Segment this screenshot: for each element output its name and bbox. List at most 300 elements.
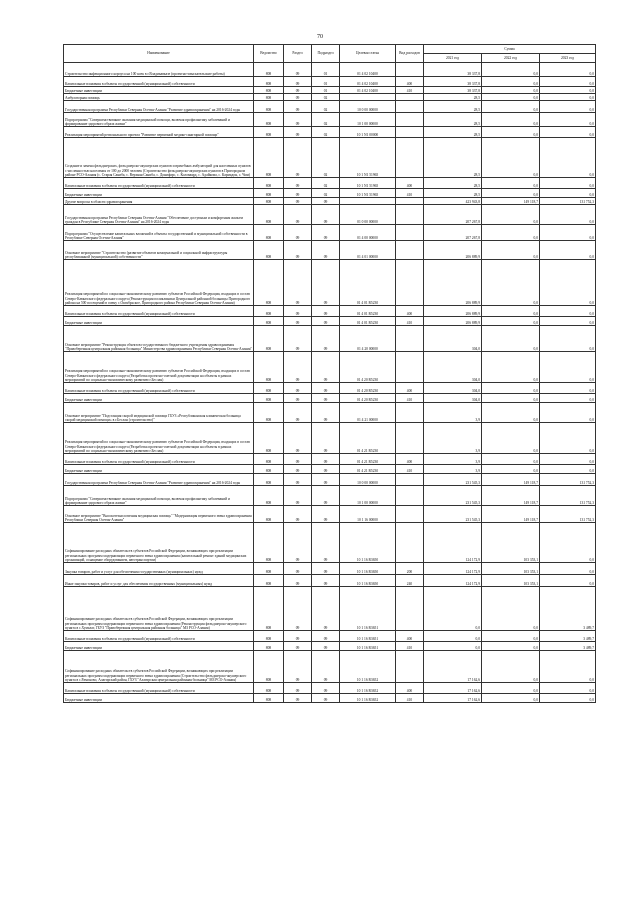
- cell-vedomstvo: 808: [254, 403, 284, 423]
- cell-expense-type: 400: [396, 454, 424, 465]
- cell-name: Капитальные вложения в объекты государственной (муниципальной) собственности: [64, 306, 254, 317]
- cell-sum-2022: 0,0: [482, 63, 540, 77]
- cell-razdel: 09: [284, 94, 312, 101]
- cell-podrazdel: 09: [312, 474, 340, 486]
- cell-expense-type: 410: [396, 465, 424, 474]
- table-row: [64, 241, 596, 260]
- table-row: [64, 383, 596, 394]
- cell-sum-2023: 0,0: [540, 694, 596, 703]
- cell-name: Капитальные вложения в объекты государственной (муниципальной) собственности: [64, 454, 254, 465]
- table-row: [64, 352, 596, 383]
- cell-razdel: 09: [284, 394, 312, 403]
- cell-sum-2023: 0,0: [540, 241, 596, 260]
- table-row: [64, 563, 596, 575]
- budget-table-container: [63, 44, 595, 703]
- cell-podrazdel: 09: [312, 506, 340, 523]
- cell-target-article: 01 4 02 10400: [340, 77, 396, 87]
- cell-expense-type: 200: [396, 563, 424, 575]
- cell-sum-2021: 3,9: [424, 403, 482, 423]
- header-expense-type: Вид расходов: [396, 45, 424, 63]
- cell-razdel: 09: [284, 642, 312, 651]
- cell-sum-2021: 231 545,3: [424, 474, 482, 486]
- table-row: [64, 523, 596, 563]
- cell-sum-2021: 28,5: [424, 127, 482, 138]
- cell-podrazdel: 02: [312, 178, 340, 189]
- cell-vedomstvo: 808: [254, 454, 284, 465]
- cell-expense-type: [396, 352, 424, 383]
- cell-expense-type: [396, 241, 424, 260]
- cell-sum-2023: 0,0: [540, 260, 596, 306]
- cell-sum-2023: 0,0: [540, 352, 596, 383]
- cell-razdel: 09: [284, 189, 312, 198]
- cell-sum-2021: 28,5: [424, 138, 482, 178]
- cell-sum-2022: 0,0: [482, 651, 540, 683]
- table-row: [64, 474, 596, 486]
- table-row: [64, 506, 596, 523]
- cell-vedomstvo: 808: [254, 683, 284, 694]
- cell-sum-2023: 131 752,3: [540, 198, 596, 205]
- cell-razdel: 09: [284, 317, 312, 326]
- cell-podrazdel: 09: [312, 225, 340, 241]
- cell-name: Капитальные вложения в объекты государственной (муниципальной) собственности: [64, 683, 254, 694]
- cell-sum-2021: 28,5: [424, 101, 482, 113]
- cell-name: Подпрограмма "Совершенствование оказания медицинской помощи, включая профилактику заболеваний и формирование здорового образа жизни": [64, 486, 254, 506]
- cell-sum-2022: 103 353,1: [482, 523, 540, 563]
- cell-name: Основное мероприятие "Строительство (развитие объектов коммунальной и социальной инфраструктуры республиканной (муниципальной) собственности": [64, 241, 254, 260]
- cell-target-article: 10 1 00 00000: [340, 113, 396, 127]
- cell-sum-2021: 423 943,8: [424, 198, 482, 205]
- table-row: [64, 465, 596, 474]
- cell-vedomstvo: 808: [254, 63, 284, 77]
- cell-name: Реализация мероприятий по социально-экономическому развитию субъектов Российской Федерации, входящих в состав Северо-Кавказского федерального округа (Реконструкция поликлиники Центральной районной больницы Пригородного района на 500 посещений в смену с.Октябрьское, Пригородного района Республики Северная Осетия-Алания): [64, 260, 254, 306]
- cell-podrazdel: 09: [312, 575, 340, 587]
- cell-name: Основное мероприятие "Подстанция скорой медицинской помощи ГБУЗ «Республиканская клиническая больница скорой медицинской помощи» в г.Беслан (строительство)": [64, 403, 254, 423]
- table-row: [64, 113, 596, 127]
- cell-sum-2021: 206 889,9: [424, 260, 482, 306]
- table-row: [64, 138, 596, 178]
- cell-target-article: 01 4 20 00000: [340, 326, 396, 352]
- cell-target-article: 10 1 16 R3652: [340, 683, 396, 694]
- cell-sum-2023: 0,0: [540, 326, 596, 352]
- cell-vedomstvo: 808: [254, 563, 284, 575]
- cell-name: Бюджетные инвестиции: [64, 317, 254, 326]
- table-row: [64, 454, 596, 465]
- table-row: [64, 317, 596, 326]
- cell-expense-type: [396, 587, 424, 631]
- table-row: [64, 63, 596, 77]
- cell-sum-2022: 0,0: [482, 101, 540, 113]
- cell-podrazdel: 09: [312, 326, 340, 352]
- table-row: [64, 306, 596, 317]
- cell-sum-2023: 0,0: [540, 403, 596, 423]
- cell-expense-type: [396, 101, 424, 113]
- cell-sum-2022: 0,0: [482, 352, 540, 383]
- header-year-2021: 2021 год: [424, 54, 482, 63]
- cell-sum-2021: 207 267,8: [424, 205, 482, 225]
- table-row: [64, 225, 596, 241]
- cell-target-article: 01 4 20 R5230: [340, 394, 396, 403]
- cell-sum-2021: 124 172,9: [424, 563, 482, 575]
- cell-sum-2023: 0,0: [540, 465, 596, 474]
- cell-podrazdel: 09: [312, 642, 340, 651]
- cell-expense-type: 410: [396, 642, 424, 651]
- cell-name: Софинансирование расходных обязательств субъектов Российской Федерации, возникающих при реализации региональных программ модернизации первичного звена здравоохранения (Строительство фельдшерско-акушерского пункта в с.Рамоново, Алагирский район, ГБУЗ "Алагирская центральная районная больница" МЗ РСО-Алания): [64, 651, 254, 683]
- cell-vedomstvo: 808: [254, 631, 284, 642]
- cell-sum-2021: 231 545,3: [424, 486, 482, 506]
- cell-razdel: 09: [284, 383, 312, 394]
- cell-expense-type: [396, 423, 424, 454]
- cell-sum-2022: 0,0: [482, 178, 540, 189]
- cell-name: Закупка товаров, работ и услуг для обеспечения государственных (муниципальных) нужд: [64, 563, 254, 575]
- cell-target-article: [340, 94, 396, 101]
- header-sum: Сумма: [424, 45, 596, 54]
- cell-sum-2023: 0,0: [540, 225, 596, 241]
- cell-name: Бюджетные инвестиции: [64, 189, 254, 198]
- cell-podrazdel: 09: [312, 454, 340, 465]
- cell-vedomstvo: 808: [254, 260, 284, 306]
- cell-name: Государственная программа Республики Северная Осетия-Алания "Обеспечение доступным и комфортным жильем граждан в Республике Северная Осетия-Алания" на 2016-2024 годы: [64, 205, 254, 225]
- table-row: [64, 575, 596, 587]
- cell-razdel: 09: [284, 587, 312, 631]
- cell-razdel: 09: [284, 205, 312, 225]
- cell-target-article: 01 4 01 R5230: [340, 260, 396, 306]
- table-row: [64, 694, 596, 703]
- cell-sum-2022: 0,0: [482, 189, 540, 198]
- cell-target-article: 10 1 N1 51965: [340, 178, 396, 189]
- cell-name: Иные закупки товаров, работ и услуг для обеспечения государственных (муниципальных) нужд: [64, 575, 254, 587]
- table-row: [64, 403, 596, 423]
- cell-sum-2022: 0,0: [482, 225, 540, 241]
- header-row-top: [64, 45, 596, 54]
- cell-name: Бюджетные инвестиции: [64, 694, 254, 703]
- cell-sum-2022: 0,0: [482, 205, 540, 225]
- cell-name: Капитальные вложения в объекты государственной (муниципальной) собственности: [64, 631, 254, 642]
- header-year-2022: 2022 год: [482, 54, 540, 63]
- cell-sum-2022: 0,0: [482, 260, 540, 306]
- cell-razdel: 09: [284, 113, 312, 127]
- cell-expense-type: [396, 113, 424, 127]
- cell-name: Капитальные вложения в объекты государственной (муниципальной) собственности: [64, 178, 254, 189]
- table-row: [64, 651, 596, 683]
- cell-podrazdel: 09: [312, 651, 340, 683]
- cell-podrazdel: 09: [312, 563, 340, 575]
- cell-podrazdel: 01: [312, 87, 340, 94]
- cell-razdel: 09: [284, 683, 312, 694]
- cell-razdel: 09: [284, 198, 312, 205]
- cell-sum-2022: 103 353,1: [482, 563, 540, 575]
- cell-sum-2023: 0,0: [540, 383, 596, 394]
- cell-razdel: 09: [284, 260, 312, 306]
- cell-sum-2023: 0,0: [540, 306, 596, 317]
- cell-vedomstvo: 808: [254, 575, 284, 587]
- cell-sum-2022: 0,0: [482, 127, 540, 138]
- cell-sum-2022: 0,0: [482, 383, 540, 394]
- table-row: [64, 326, 596, 352]
- cell-target-article: 10 1 16 R3650: [340, 563, 396, 575]
- cell-name: Реализация мероприятий по социально-экономическому развитию субъектов Российской Федерации, входящих в состав Северо-Кавказского федерального округа (Разработка проектно-сметной документации на объекты в рамках мероприятий по социально-экономическому развитию г.Беслан): [64, 352, 254, 383]
- cell-vedomstvo: 808: [254, 486, 284, 506]
- cell-sum-2021: 3,9: [424, 465, 482, 474]
- cell-razdel: 09: [284, 101, 312, 113]
- table-row: [64, 178, 596, 189]
- cell-target-article: 01 0 00 00000: [340, 205, 396, 225]
- cell-expense-type: [396, 403, 424, 423]
- cell-sum-2022: 103 353,1: [482, 575, 540, 587]
- cell-podrazdel: 02: [312, 189, 340, 198]
- cell-sum-2022: 0,0: [482, 317, 540, 326]
- table-row: [64, 77, 596, 87]
- cell-expense-type: 240: [396, 575, 424, 587]
- header-razdel: Раздел: [284, 45, 312, 63]
- cell-sum-2021: 207 267,8: [424, 225, 482, 241]
- cell-target-article: 01 4 01 R5230: [340, 317, 396, 326]
- cell-sum-2021: 206 889,9: [424, 306, 482, 317]
- cell-target-article: 10 1 16 R3652: [340, 651, 396, 683]
- cell-sum-2023: 0,0: [540, 317, 596, 326]
- cell-razdel: 09: [284, 694, 312, 703]
- cell-sum-2021: 17 162,6: [424, 694, 482, 703]
- cell-sum-2023: 0,0: [540, 113, 596, 127]
- cell-podrazdel: 02: [312, 127, 340, 138]
- cell-sum-2023: 0,0: [540, 189, 596, 198]
- cell-target-article: 10 0 00 00000: [340, 101, 396, 113]
- cell-expense-type: [396, 486, 424, 506]
- cell-sum-2022: 0,0: [482, 94, 540, 101]
- cell-target-article: 10 0 00 00000: [340, 474, 396, 486]
- cell-sum-2022: 0,0: [482, 241, 540, 260]
- cell-razdel: 09: [284, 178, 312, 189]
- cell-sum-2023: 0,0: [540, 101, 596, 113]
- cell-sum-2022: 0,0: [482, 631, 540, 642]
- cell-expense-type: [396, 205, 424, 225]
- cell-podrazdel: 09: [312, 306, 340, 317]
- cell-sum-2023: 0,0: [540, 394, 596, 403]
- cell-razdel: 09: [284, 63, 312, 77]
- cell-vedomstvo: 808: [254, 178, 284, 189]
- budget-table: [63, 44, 596, 703]
- cell-expense-type: [396, 225, 424, 241]
- cell-razdel: 09: [284, 651, 312, 683]
- cell-name: Другие вопросы в области здравоохранения: [64, 198, 254, 205]
- cell-expense-type: 410: [396, 87, 424, 94]
- cell-sum-2021: 0,0: [424, 642, 482, 651]
- cell-vedomstvo: 808: [254, 506, 284, 523]
- cell-sum-2021: 38 337,8: [424, 77, 482, 87]
- cell-target-article: 10 1 16 00000: [340, 506, 396, 523]
- cell-target-article: 01 4 20 R5230: [340, 352, 396, 383]
- cell-sum-2022: 0,0: [482, 694, 540, 703]
- cell-expense-type: [396, 651, 424, 683]
- cell-name: Основное мероприятие "Реконструкция объектов государственного бюджетного учреждения здравоохранения "Правобережная центральная районная больница" Министерства здравоохранения Республики Северная Осетия-Алания": [64, 326, 254, 352]
- cell-target-article: 10 1 16 R3651: [340, 631, 396, 642]
- table-body: [64, 63, 596, 703]
- cell-sum-2022: 0,0: [482, 394, 540, 403]
- cell-name: Бюджетные инвестиции: [64, 642, 254, 651]
- cell-vedomstvo: 808: [254, 101, 284, 113]
- cell-sum-2023: 0,0: [540, 575, 596, 587]
- cell-expense-type: [396, 63, 424, 77]
- cell-target-article: 10 1 16 R3652: [340, 694, 396, 703]
- cell-expense-type: 400: [396, 631, 424, 642]
- header-podrazdel: Подраздел: [312, 45, 340, 63]
- cell-target-article: 01 4 00 00000: [340, 225, 396, 241]
- cell-expense-type: [396, 523, 424, 563]
- cell-vedomstvo: 808: [254, 352, 284, 383]
- cell-razdel: 09: [284, 465, 312, 474]
- cell-vedomstvo: 808: [254, 306, 284, 317]
- cell-sum-2021: 304,0: [424, 383, 482, 394]
- cell-sum-2022: 149 118,7: [482, 198, 540, 205]
- cell-sum-2021: 0,0: [424, 631, 482, 642]
- cell-vedomstvo: 808: [254, 198, 284, 205]
- cell-sum-2022: 0,0: [482, 326, 540, 352]
- table-row: [64, 683, 596, 694]
- cell-sum-2021: 3,9: [424, 423, 482, 454]
- cell-razdel: 09: [284, 326, 312, 352]
- cell-razdel: 09: [284, 423, 312, 454]
- cell-sum-2022: 0,0: [482, 465, 540, 474]
- cell-podrazdel: 09: [312, 394, 340, 403]
- cell-sum-2023: 0,0: [540, 423, 596, 454]
- cell-expense-type: 400: [396, 77, 424, 87]
- cell-expense-type: 410: [396, 694, 424, 703]
- cell-sum-2022: 0,0: [482, 87, 540, 94]
- cell-sum-2022: 0,0: [482, 77, 540, 87]
- cell-vedomstvo: 808: [254, 694, 284, 703]
- cell-sum-2021: 17 162,6: [424, 651, 482, 683]
- cell-sum-2021: 124 172,9: [424, 523, 482, 563]
- table-row: [64, 94, 596, 101]
- cell-target-article: 10 1 N1 00000: [340, 127, 396, 138]
- cell-expense-type: [396, 198, 424, 205]
- cell-expense-type: 400: [396, 178, 424, 189]
- cell-sum-2022: 0,0: [482, 113, 540, 127]
- cell-podrazdel: 09: [312, 241, 340, 260]
- cell-sum-2022: 0,0: [482, 454, 540, 465]
- cell-sum-2022: 149 118,7: [482, 506, 540, 523]
- cell-name: Создание и замена фельдшерских, фельдшерско-акушерских пунктов и врачебных амбулаторий для населенных пунктов с численностью населения от 100 до 2000 человек (Строительство фельдшерско-акушерских пунктов в Пригородном районе РСО-Алания (с. Старая Саниба, с. Верхняя Саниба, с. Донифарс, с. Коловаярд, с. Адайкома, с. Кармадон, с. Чми): [64, 138, 254, 178]
- cell-sum-2023: 131 752,3: [540, 474, 596, 486]
- cell-razdel: 09: [284, 631, 312, 642]
- cell-sum-2023: 131 752,3: [540, 486, 596, 506]
- cell-target-article: 10 1 16 R3651: [340, 642, 396, 651]
- table-row: [64, 423, 596, 454]
- cell-sum-2022: 0,0: [482, 642, 540, 651]
- cell-target-article: 01 4 01 00000: [340, 241, 396, 260]
- cell-target-article: 10 1 16 R3651: [340, 587, 396, 631]
- cell-expense-type: [396, 506, 424, 523]
- cell-sum-2021: 304,0: [424, 394, 482, 403]
- cell-name: Подпрограмма "Совершенствование оказания медицинской помощи, включая профилактику заболеваний и формирование здорового образа жизни": [64, 113, 254, 127]
- cell-target-article: 01 4 02 10400: [340, 87, 396, 94]
- cell-expense-type: 400: [396, 383, 424, 394]
- cell-expense-type: [396, 326, 424, 352]
- cell-razdel: 09: [284, 454, 312, 465]
- cell-sum-2022: 149 118,7: [482, 474, 540, 486]
- cell-name: Государственная программа Республики Северная Осетия-Алания "Развитие здравоохранения" на 2016-2024 годы: [64, 474, 254, 486]
- cell-expense-type: [396, 138, 424, 178]
- cell-sum-2022: 0,0: [482, 683, 540, 694]
- page-number: 70: [317, 34, 323, 40]
- cell-vedomstvo: 808: [254, 94, 284, 101]
- cell-vedomstvo: 808: [254, 587, 284, 631]
- table-row: [64, 205, 596, 225]
- cell-vedomstvo: 808: [254, 138, 284, 178]
- cell-sum-2023: 0,0: [540, 683, 596, 694]
- cell-razdel: 09: [284, 87, 312, 94]
- cell-name: Подпрограмма "Осуществление капитальных вложений в объекты государственной и муниципальной собственности в Республике Северная Осетия-Алания": [64, 225, 254, 241]
- cell-podrazdel: 09: [312, 205, 340, 225]
- table-row: [64, 198, 596, 205]
- table-row: [64, 127, 596, 138]
- cell-razdel: 09: [284, 523, 312, 563]
- cell-podrazdel: 02: [312, 113, 340, 127]
- cell-name: Реализация мероприятий по социально-экономическому развитию субъектов Российской Федерации, входящих в состав Северо-Кавказского федерального округа (Разработка проектно-сметной документации на объекты в рамках мероприятий по социально-экономическому развитию г.Беслан): [64, 423, 254, 454]
- cell-podrazdel: 09: [312, 683, 340, 694]
- cell-name: Капитальные вложения в объекты государственной (муниципальной) собственности: [64, 383, 254, 394]
- cell-razdel: 09: [284, 486, 312, 506]
- cell-target-article: 01 4 20 R5230: [340, 383, 396, 394]
- cell-name: Амбулаторная помощь: [64, 94, 254, 101]
- cell-expense-type: 410: [396, 394, 424, 403]
- cell-expense-type: [396, 474, 424, 486]
- cell-sum-2021: 206 889,9: [424, 317, 482, 326]
- header-vedomstvo: Ведомство: [254, 45, 284, 63]
- cell-sum-2023: 0,0: [540, 454, 596, 465]
- cell-sum-2021: 28,5: [424, 189, 482, 198]
- cell-vedomstvo: 808: [254, 225, 284, 241]
- cell-sum-2023: 0,0: [540, 87, 596, 94]
- cell-vedomstvo: 808: [254, 241, 284, 260]
- cell-sum-2021: 38 337,8: [424, 87, 482, 94]
- cell-podrazdel: 09: [312, 403, 340, 423]
- cell-target-article: 01 4 21 R5230: [340, 423, 396, 454]
- cell-target-article: 10 1 N1 51965: [340, 138, 396, 178]
- header-year-2023: 2023 год: [540, 54, 596, 63]
- cell-sum-2023: 0,0: [540, 63, 596, 77]
- cell-podrazdel: 09: [312, 260, 340, 306]
- cell-razdel: 09: [284, 506, 312, 523]
- cell-sum-2023: 0,0: [540, 127, 596, 138]
- cell-razdel: 09: [284, 563, 312, 575]
- cell-vedomstvo: 808: [254, 523, 284, 563]
- cell-vedomstvo: 808: [254, 642, 284, 651]
- cell-sum-2021: 17 162,6: [424, 683, 482, 694]
- cell-target-article: 01 4 01 R5230: [340, 306, 396, 317]
- table-row: [64, 587, 596, 631]
- cell-vedomstvo: 808: [254, 317, 284, 326]
- cell-vedomstvo: 808: [254, 394, 284, 403]
- cell-podrazdel: 02: [312, 101, 340, 113]
- cell-name: Софинансирование расходных обязательств субъектов Российской Федерации, возникающих при реализации региональных программ модернизации первичного звена здравоохранения (Реконструкция фельдшерско-акушерского пункта в с.Хумалаг, ГБУЗ "Правобережная центральная районная больница" МЗ РСО-Алания): [64, 587, 254, 631]
- header-target-article: Целевая статья: [340, 45, 396, 63]
- cell-vedomstvo: 808: [254, 474, 284, 486]
- cell-vedomstvo: 808: [254, 423, 284, 454]
- cell-podrazdel: 02: [312, 94, 340, 101]
- cell-target-article: 01 4 02 10400: [340, 63, 396, 77]
- cell-sum-2021: 206 889,9: [424, 241, 482, 260]
- table-row: [64, 189, 596, 198]
- cell-sum-2023: 0,0: [540, 77, 596, 87]
- cell-sum-2021: 304,0: [424, 352, 482, 383]
- cell-vedomstvo: 808: [254, 113, 284, 127]
- cell-name: Строительство инфекционного корпуса на 100 коек в г.Владикавказе (проектно-изыскательские работы): [64, 63, 254, 77]
- cell-podrazdel: 09: [312, 631, 340, 642]
- cell-sum-2022: 0,0: [482, 403, 540, 423]
- cell-sum-2021: 231 545,3: [424, 506, 482, 523]
- cell-expense-type: [396, 260, 424, 306]
- cell-razdel: 09: [284, 352, 312, 383]
